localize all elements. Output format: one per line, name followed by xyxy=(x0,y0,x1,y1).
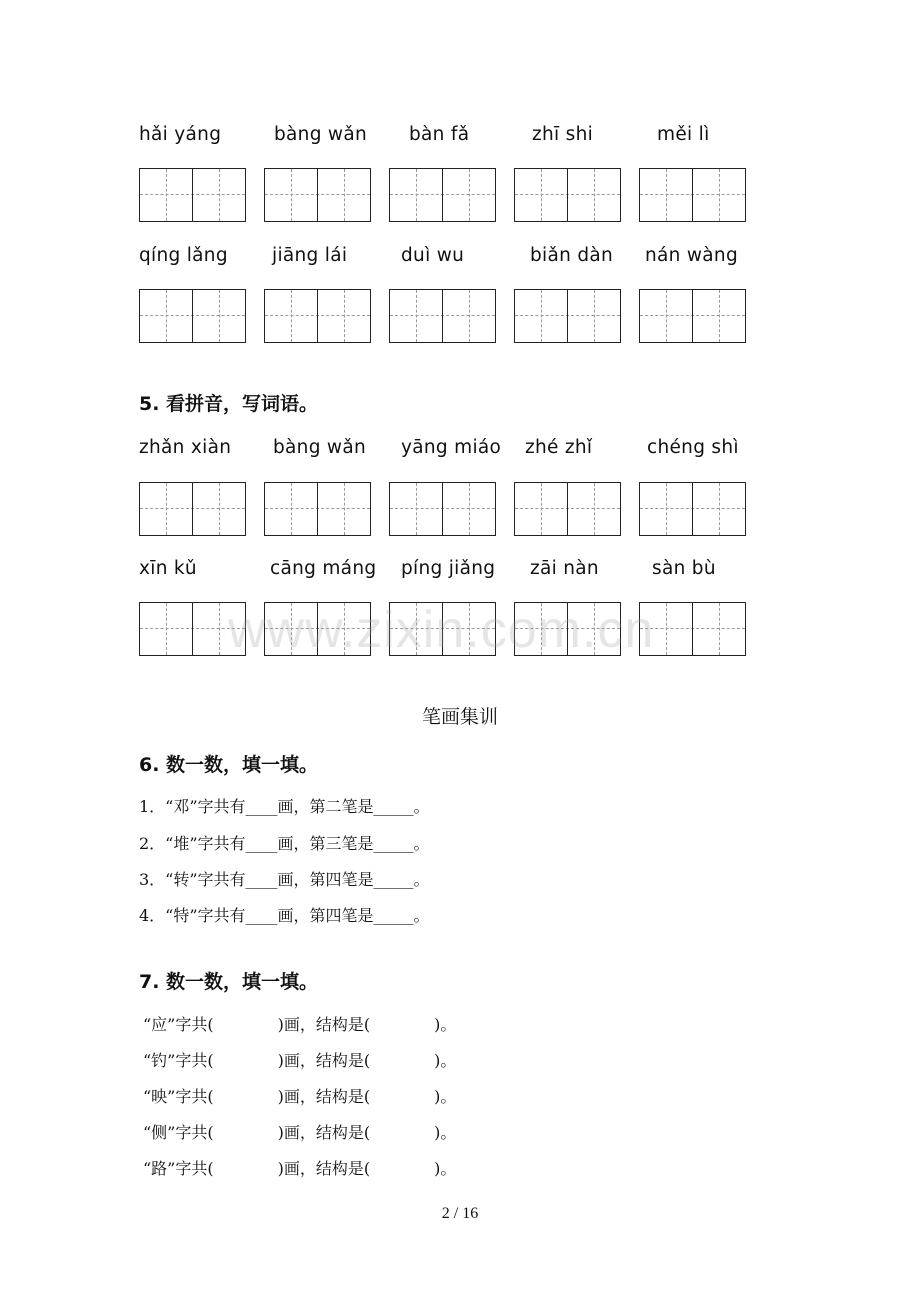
watermark: www.zixin.com.cn xyxy=(228,601,655,659)
q7-item: “路”字共( )画，结构是( )。 xyxy=(143,1159,457,1178)
writing-box[interactable] xyxy=(264,168,371,222)
writing-box[interactable] xyxy=(639,168,746,222)
writing-box[interactable] xyxy=(389,289,496,343)
pinyin-label: bàng wǎn xyxy=(274,124,368,145)
pinyin-label: bàng wǎn xyxy=(273,437,367,458)
writing-box[interactable] xyxy=(514,482,621,536)
pinyin-label: hǎi yáng xyxy=(139,124,222,145)
pinyin-label: nán wàng xyxy=(645,245,739,266)
pinyin-label: xīn kǔ xyxy=(139,558,197,579)
pinyin-label: biǎn dàn xyxy=(530,245,614,266)
writing-box[interactable] xyxy=(264,289,371,343)
pinyin-label: píng jiǎng xyxy=(401,558,496,579)
writing-box[interactable] xyxy=(264,482,371,536)
q6-item: 4．“特”字共有____画，第四笔是_____。 xyxy=(139,906,430,925)
q6-heading: 6. 数一数，填一填。 xyxy=(139,754,319,776)
q7-item: “钓”字共( )画，结构是( )。 xyxy=(143,1051,457,1070)
writing-box[interactable] xyxy=(639,289,746,343)
pinyin-label: chéng shì xyxy=(647,437,739,458)
page-number: 2 / 16 xyxy=(441,1205,479,1222)
pinyin-label: zhǎn xiàn xyxy=(139,437,232,458)
writing-box[interactable] xyxy=(139,168,246,222)
writing-box[interactable] xyxy=(639,482,746,536)
q6-item: 3．“转”字共有____画，第四笔是_____。 xyxy=(139,870,430,889)
writing-box[interactable] xyxy=(139,482,246,536)
q7-item: “侧”字共( )画，结构是( )。 xyxy=(143,1123,457,1142)
section-title: 笔画集训 xyxy=(421,706,498,728)
writing-box[interactable] xyxy=(389,482,496,536)
q7-heading: 7. 数一数，填一填。 xyxy=(139,971,319,993)
writing-box[interactable] xyxy=(389,168,496,222)
q7-item: “应”字共( )画，结构是( )。 xyxy=(143,1015,457,1034)
pinyin-label: duì wu xyxy=(401,245,465,266)
q6-item: 2．“堆”字共有____画，第三笔是_____。 xyxy=(139,834,430,853)
writing-box[interactable] xyxy=(514,289,621,343)
writing-box[interactable] xyxy=(514,168,621,222)
pinyin-label: zhé zhǐ xyxy=(525,437,593,458)
pinyin-label: cāng máng xyxy=(270,558,377,579)
q7-item: “映”字共( )画，结构是( )。 xyxy=(143,1087,457,1106)
q5-heading: 5. 看拼音，写词语。 xyxy=(139,393,319,415)
pinyin-label: qíng lǎng xyxy=(139,245,228,266)
pinyin-label: yāng miáo xyxy=(401,437,502,458)
pinyin-label: sàn bù xyxy=(652,558,716,579)
writing-box[interactable] xyxy=(639,602,746,656)
q6-item: 1．“邓”字共有____画，第二笔是_____。 xyxy=(139,797,430,816)
pinyin-label: měi lì xyxy=(657,124,710,145)
pinyin-label: zāi nàn xyxy=(530,558,599,579)
writing-box[interactable] xyxy=(139,289,246,343)
pinyin-label: jiāng lái xyxy=(272,245,348,266)
pinyin-label: zhī shi xyxy=(532,124,594,145)
pinyin-label: bàn fǎ xyxy=(409,124,470,145)
